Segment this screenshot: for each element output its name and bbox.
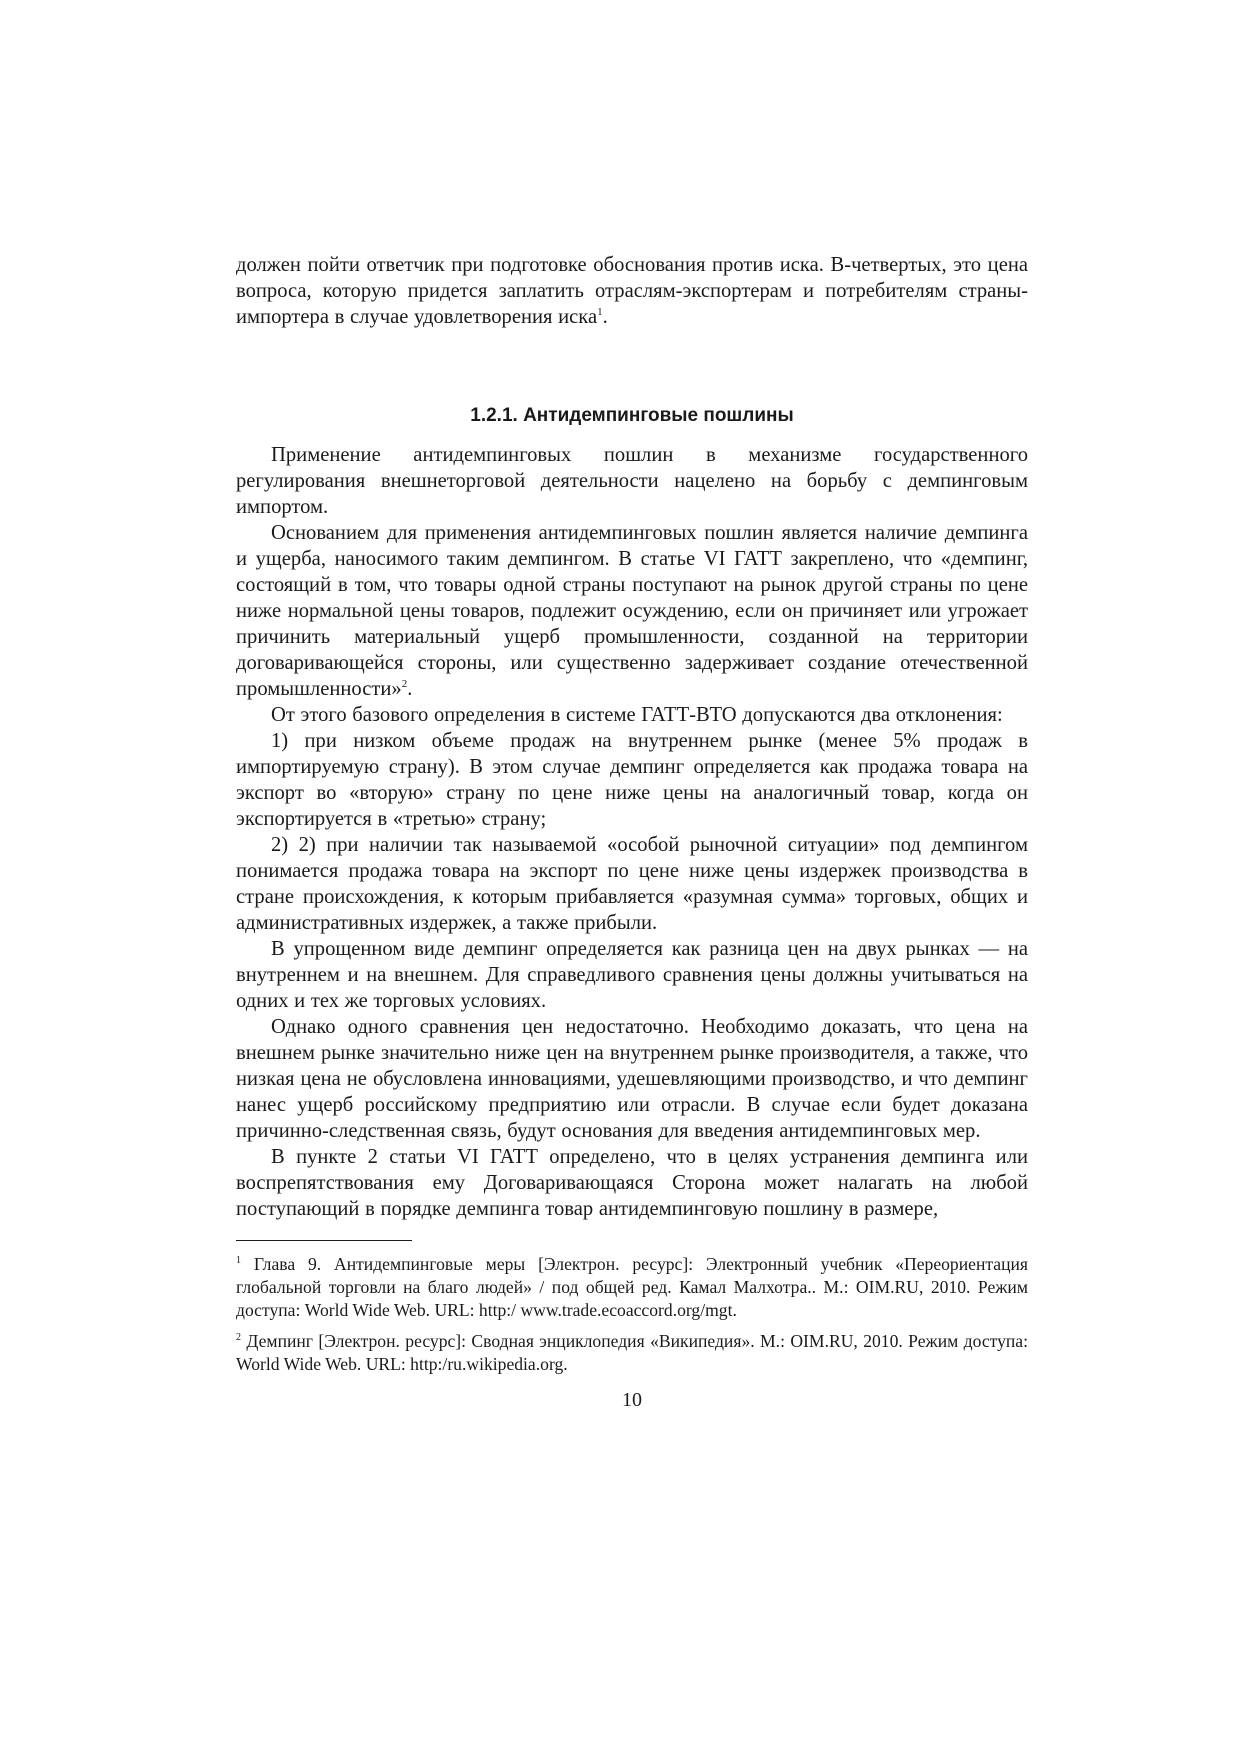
footnote-text: Глава 9. Антидемпинговые меры [Электрон. ресурс]: Электронный учебник «Переориентация глобальной торговли на благо людей» / под общей ред. Камал Малхотра.. М.: OIM.RU, 2010. Режим доступа: World Wide Web. URL: http:/ www.trade.ecoaccord.org/mgt. [236, 1254, 1028, 1320]
body-paragraph [236, 520, 1028, 702]
footnote-ref-1[interactable]: 1 [597, 306, 603, 319]
footnote-ref-2[interactable]: 2 [401, 678, 408, 691]
footnote-text: Демпинг [Электрон. ресурс]: Сводная энциклопедия «Википедия». М.: OIM.RU, 2010. Режим доступа: World Wide Web. URL: http:/ru.wikipedia.org. [236, 1331, 1028, 1374]
footnote-marker: 2 [236, 1332, 241, 1344]
body-paragraph: В пункте 2 статьи VI ГАТТ определено, что в целях устранения демпинга или воспрепятствования ему Договаривающаяся Сторона может налагать на любой поступающий в порядке демпинга товар антидемпинговую пошлину в размере, [236, 1146, 1028, 1220]
footnote-marker: 1 [236, 1255, 241, 1267]
book-page [236, 252, 1028, 1412]
body-paragraph: Применение антидемпинговых пошлин в механизме государственного регулирования внешнеторговой деятельности нацелено на борьбу с демпинговым импортом. [236, 444, 1028, 518]
paragraph-text: должен пойти ответчик при подготовке обоснования против иска. В-четвертых, это цена вопроса, которую придется заплатить отраслям-экспортерам и потребителям страны-импортера в случае удовлетворения иска [236, 254, 1028, 328]
section-heading: 1.2.1. Антидемпинговые пошлины [470, 405, 794, 426]
list-item-1: 1) при низком объеме продаж на внутреннем рынке (менее 5% продаж в импортируемую страну). В этом случае демпинг определяется как продажа товара на экспорт во «вторую» страну по цене ниже цены на аналогичный товар, когда он экспортируется в «третью» страну; [236, 730, 1028, 830]
paragraph-tail: . [602, 306, 608, 328]
paragraph-text: Основанием для применения антидемпинговых пошлин является наличие демпинга и ущерба, наносимого таким демпингом. В статье VI ГАТТ закреплено, что «демпинг, состоящий в том, что товары одной страны поступают на рынок другой страны по цене ниже нормальной цены товаров, подлежит осуждению, если он причиняет или угрожает причинить материальный ущерб промышленности, созданной на территории договаривающейся стороны, или существенно задерживает создание отечественной промышленности» [236, 522, 1028, 700]
body-paragraph: Однако одного сравнения цен недостаточно. Необходимо доказать, что цена на внешнем рынке значительно ниже цен на внутреннем рынке производителя, а также, что низкая цена не обусловлена инновациями, удешевляющими производство, и что демпинг нанес ущерб российскому предприятию или отрасли. В случае если будет доказана причинно-следственная связь, будут основания для введения антидемпинговых мер. [236, 1016, 1028, 1142]
footnote-divider [236, 1240, 412, 1241]
body-paragraph: От этого базового определения в системе ГАТТ-ВТО допускаются два отклонения: [271, 704, 1003, 726]
footnote-2 [236, 1330, 1028, 1376]
body-paragraph: В упрощенном виде демпинг определяется как разница цен на двух рынках — на внутреннем и на внешнем. Для справедливого сравнения цены должны учитываться на одних и тех же торговых условиях. [236, 938, 1028, 1012]
page-number: 10 [622, 1389, 642, 1411]
body-paragraph-continued [236, 252, 1028, 330]
footnote-1 [236, 1253, 1028, 1322]
paragraph-tail: . [407, 678, 413, 700]
list-item-2: 2) 2) при наличии так называемой «особой рыночной ситуации» под демпингом понимается продажа товара на экспорт по цене ниже цены издержек производства в стране происхождения, к которым прибавляется «разумная сумма» торговых, общих и административных издержек, а также прибыли. [236, 834, 1028, 934]
